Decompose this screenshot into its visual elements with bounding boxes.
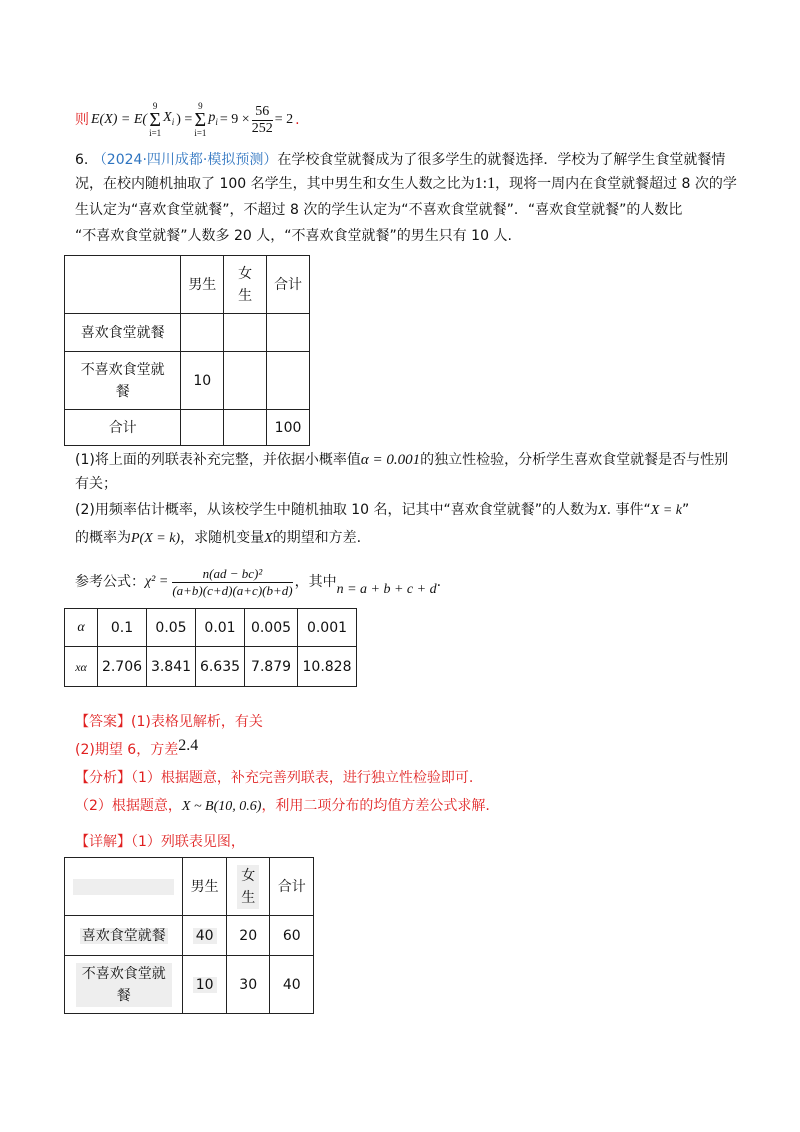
ratio: 1:1 bbox=[474, 175, 496, 192]
t1-r2-label: 合计 bbox=[65, 410, 181, 446]
t3-h-male: 男生 bbox=[183, 858, 227, 916]
q1-text-b: 的独立性检验，分析学生喜欢食堂就餐是否与性别 bbox=[420, 452, 729, 468]
q2-p: P(X = k) bbox=[131, 531, 181, 546]
t2-a1: 0.1 bbox=[98, 609, 147, 647]
problem-text-2b: ，现将一周内在食堂就餐超过 8 次的学 bbox=[495, 176, 737, 192]
t3-r0-c3: 60 bbox=[270, 916, 314, 956]
t2-x1: 2.706 bbox=[98, 647, 147, 687]
answer-1: (1)表格见解析，有关 bbox=[131, 714, 263, 730]
reference-period: . bbox=[436, 574, 442, 590]
formula-xi: $X_i$ bbox=[163, 110, 175, 127]
t1-r0-c2 bbox=[224, 314, 267, 352]
contingency-table-blank bbox=[64, 255, 310, 446]
q1-text-a: (1)将上面的列联表补充完整，并依据小概率值 bbox=[75, 452, 361, 468]
formula-result: = 2 bbox=[274, 112, 294, 127]
analysis-2b: ，利用二项分布的均值方差公式求解. bbox=[261, 798, 490, 814]
t1-r2-c1 bbox=[181, 410, 224, 446]
t3-h0 bbox=[65, 858, 183, 916]
chi-square-fraction: $\frac{\text{n(ad − bc)²}}{(a+b)(c+d)(a+c)(b+d)}$ bbox=[172, 565, 293, 598]
analysis-2a: （2）根据题意， bbox=[75, 798, 182, 814]
problem-number: 6. bbox=[75, 152, 89, 168]
q2-text-d: 的概率为 bbox=[75, 530, 131, 546]
t3-r1-c1: 10 bbox=[183, 956, 227, 1014]
formula-mid: ) = bbox=[176, 112, 193, 127]
n-definition: n = a + b + c + d bbox=[336, 582, 437, 597]
t1-h0 bbox=[65, 256, 181, 314]
problem-line-3 bbox=[75, 200, 682, 220]
t2-a2: 0.05 bbox=[147, 609, 196, 647]
t2-x-label: xα bbox=[65, 647, 98, 687]
t3-r0-c1: 40 bbox=[183, 916, 227, 956]
problem-text-4: “不喜欢食堂就餐”人数多 20 人，“不喜欢食堂就餐”的男生只有 10 人. bbox=[75, 228, 512, 244]
t1-r2-c3: 100 bbox=[267, 410, 310, 446]
t3-r1-label: 不喜欢食堂就 餐 bbox=[65, 956, 183, 1014]
answer-label: 【答案】 bbox=[75, 714, 131, 730]
q1-text-c: 有关； bbox=[75, 476, 117, 492]
q2-text-a: (2)用频率估计概率，从该校学生中随机抽取 10 名，记其中“喜欢食堂就餐”的人数为 bbox=[75, 502, 599, 518]
t2-x5: 10.828 bbox=[298, 647, 357, 687]
t1-r1-c2 bbox=[224, 352, 267, 410]
question-2-line-2 bbox=[75, 528, 361, 549]
t3-r1-c3: 40 bbox=[270, 956, 314, 1014]
formula-prefix: 则 bbox=[75, 112, 89, 128]
answer-2: (2)期望 6，方差 bbox=[75, 742, 179, 758]
reference-label: 参考公式： bbox=[75, 574, 145, 590]
t3-r0-c2: 20 bbox=[226, 916, 270, 956]
t2-x3: 6.635 bbox=[196, 647, 245, 687]
formula-fraction: $\frac{56}{252}$ bbox=[251, 103, 273, 136]
q2-text-e: ，求随机变量 bbox=[180, 530, 265, 546]
t3-h-total: 合计 bbox=[270, 858, 314, 916]
question-1-line-1 bbox=[75, 450, 728, 470]
chi-square-symbol: χ² = bbox=[145, 574, 169, 589]
q2-text-c: ” bbox=[682, 502, 690, 518]
t3-r1-c2: 30 bbox=[226, 956, 270, 1014]
problem-text-2a: 况，在校内随机抽取了 100 名学生，其中男生和女生人数之比为 bbox=[75, 176, 475, 192]
t2-x4: 7.879 bbox=[245, 647, 298, 687]
binomial-distribution: X ~ B(10, 0.6) bbox=[181, 799, 262, 814]
detail-1: （1）列联表见图， bbox=[131, 834, 245, 850]
t1-r0-c3 bbox=[267, 314, 310, 352]
problem-text-3: 生认定为“喜欢食堂就餐”，不超过 8 次的学生认定为“不喜欢食堂就餐”．“喜欢食堂就餐”的人数比 bbox=[75, 202, 683, 218]
formula-times: = 9 × bbox=[219, 112, 250, 127]
t2-a5: 0.001 bbox=[298, 609, 357, 647]
answer-line-1 bbox=[75, 712, 263, 732]
alpha-value: α = 0.001 bbox=[360, 452, 421, 468]
t1-h-female: 女 生 bbox=[224, 256, 267, 314]
t1-h-total: 合计 bbox=[267, 256, 310, 314]
problem-line-1 bbox=[75, 150, 725, 170]
t1-r1-c1: 10 bbox=[181, 352, 224, 410]
t1-r1-label: 不喜欢食堂就 餐 bbox=[65, 352, 181, 410]
q2-x: X bbox=[598, 503, 607, 518]
contingency-table-filled bbox=[64, 857, 314, 1014]
analysis-line-1 bbox=[75, 768, 473, 788]
q2-text-f: 的期望和方差. bbox=[272, 530, 362, 546]
detail-label: 【详解】 bbox=[75, 834, 131, 850]
sum-symbol: 9 Σ i=1 bbox=[149, 101, 162, 138]
t1-r1-c3 bbox=[267, 352, 310, 410]
detail-line-1 bbox=[75, 832, 245, 852]
problem-line-2 bbox=[75, 174, 737, 194]
formula-pi: $p_i$ bbox=[208, 110, 218, 127]
problem-text-1: 在学校食堂就餐成为了很多学生的就餐选择．学校为了解学生食堂就餐情 bbox=[277, 152, 726, 168]
analysis-1: （1）根据题意，补充完善列联表，进行独立性检验即可. bbox=[131, 770, 474, 786]
reference-where: ，其中 bbox=[294, 574, 337, 590]
answer-variance: 2.4 bbox=[178, 737, 199, 754]
critical-value-table bbox=[64, 608, 357, 687]
reference-formula bbox=[75, 562, 441, 602]
t3-h-female: 女 生 bbox=[226, 858, 270, 916]
t3-r0-label: 喜欢食堂就餐 bbox=[65, 916, 183, 956]
answer-line-2 bbox=[75, 737, 199, 760]
problem-source: （2024·四川成都·模拟预测） bbox=[92, 152, 278, 168]
question-1-line-2 bbox=[75, 474, 117, 494]
t1-r0-label: 喜欢食堂就餐 bbox=[65, 314, 181, 352]
t2-a3: 0.01 bbox=[196, 609, 245, 647]
t1-r2-c2 bbox=[224, 410, 267, 446]
sum-symbol-2: 9 Σ i=1 bbox=[194, 101, 207, 138]
formula-line bbox=[75, 100, 300, 140]
q2-event: X = k bbox=[650, 503, 682, 518]
formula-period: . bbox=[295, 112, 300, 128]
analysis-line-2 bbox=[75, 796, 490, 817]
t2-alpha-label: α bbox=[65, 609, 98, 647]
formula-lhs: E(X) = E( bbox=[91, 112, 148, 127]
q2-x2: X bbox=[264, 531, 273, 546]
problem-line-4 bbox=[75, 226, 512, 246]
analysis-label: 【分析】 bbox=[75, 770, 131, 786]
t2-x2: 3.841 bbox=[147, 647, 196, 687]
q2-text-b: . 事件“ bbox=[606, 502, 651, 518]
t1-r0-c1 bbox=[181, 314, 224, 352]
t1-h-male: 男生 bbox=[181, 256, 224, 314]
t2-a4: 0.005 bbox=[245, 609, 298, 647]
question-2-line-1 bbox=[75, 500, 689, 521]
